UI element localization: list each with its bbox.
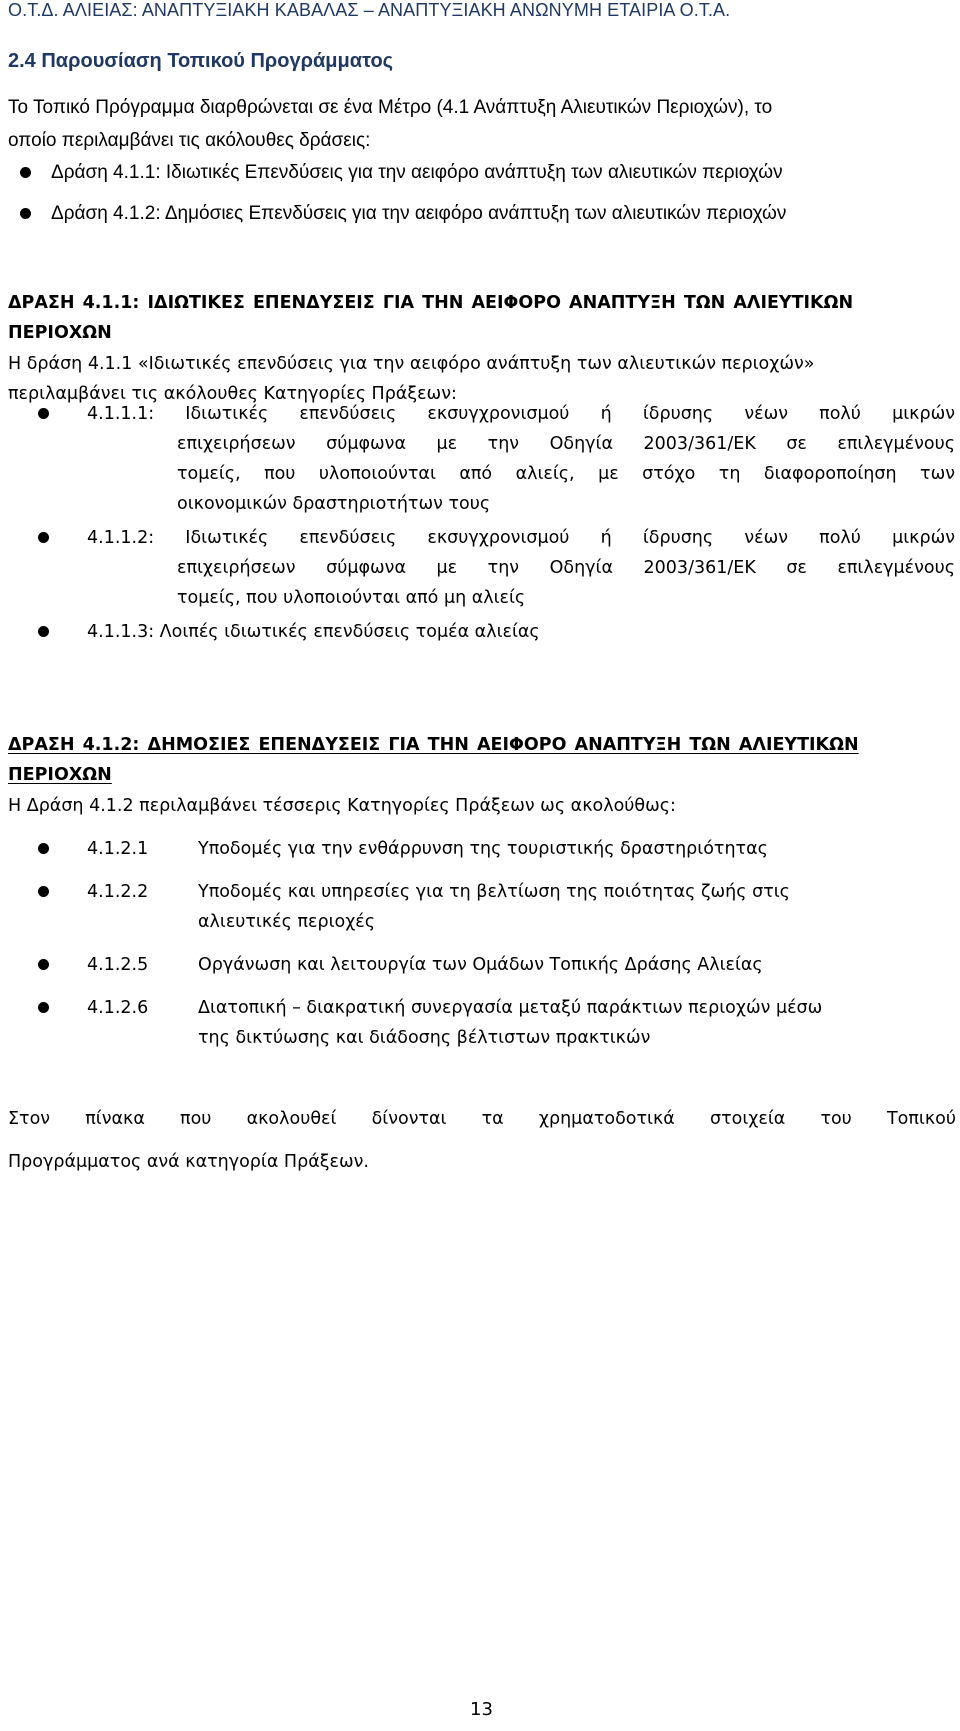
action-description: [8, 791, 956, 821]
list-item-code: 4.1.2.1: [87, 839, 149, 859]
list-item-text: Δράση 4.1.1: Ιδιωτικές Επενδύσεις για την αειφόρο ανάπτυξη των αλιευτικών περιοχών: [51, 162, 783, 183]
bullet-icon: [38, 1002, 49, 1013]
page-number: 13: [470, 1699, 493, 1720]
bullet-icon: [38, 532, 49, 543]
list-item-text: 4.1.1.3: Λοιπές ιδιωτικές επενδύσεις τομέα αλιείας: [87, 622, 540, 642]
list-item-text: Υποδομές για την ενθάρρυνση της τουριστικής δραστηριότητας: [198, 839, 768, 859]
action-heading: [8, 730, 956, 790]
bullet-icon: [38, 959, 49, 970]
list-item-text: Δράση 4.1.2: Δημόσιες Επενδύσεις για την αειφόρο ανάπτυξη των αλιευτικών περιοχών: [51, 203, 787, 224]
list-item-text: αλιευτικές περιοχές: [198, 912, 376, 932]
action-heading-line: ΠΕΡΙΟΧΩΝ: [8, 323, 112, 343]
bullet-icon: [20, 167, 31, 178]
list-item-text: 4.1.1.2: Ιδιωτικές επενδύσεις εκσυγχρονισμού ή ίδρυσης νέων πολύ μικρών: [87, 528, 955, 548]
description-line: περιλαμβάνει τις ακόλουθες Κατηγορίες Πράξεων:: [8, 384, 457, 404]
list-item-text: επιχειρήσεων σύμφωνα με την Οδηγία 2003/361/ΕΚ σε επιλεγμένους: [177, 434, 955, 454]
action-heading-line: ΔΡΑΣΗ 4.1.1: ΙΔΙΩΤΙΚΕΣ ΕΠΕΝΔΥΣΕΙΣ ΓΙΑ ΤΗΝ ΑΕΙΦΟΡΟ ΑΝΑΠΤΥΞΗ ΤΩΝ ΑΛΙΕΥΤΙΚΩΝ: [8, 293, 854, 313]
list-item-text: Οργάνωση και λειτουργία των Ομάδων Τοπικής Δράσης Αλιείας: [198, 955, 763, 975]
closing-paragraph: [8, 1098, 956, 1184]
intro-paragraph: [8, 91, 956, 157]
action-heading-line: ΔΡΑΣΗ 4.1.2: ΔΗΜΟΣΙΕΣ ΕΠΕΝΔΥΣΕΙΣ ΓΙΑ ΤΗΝ ΑΕΙΦΟΡΟ ΑΝΑΠΤΥΞΗ ΤΩΝ ΑΛΙΕΥΤΙΚΩΝ: [8, 735, 859, 755]
running-header: Ο.Τ.Δ. ΑΛΙΕΙΑΣ: ΑΝΑΠΤΥΞΙΑΚΗ ΚΑΒΑΛΑΣ – ΑΝΑΠΤΥΞΙΑΚΗ ΑΝΩΝΥΜΗ ΕΤΑΙΡΙΑ Ο.Τ.Α.: [8, 0, 731, 20]
section-title: 2.4 Παρουσίαση Τοπικού Προγράμματος: [8, 50, 394, 72]
bullet-icon: [38, 886, 49, 897]
intro-line: Το Τοπικό Πρόγραμμα διαρθρώνεται σε ένα Μέτρο (4.1 Ανάπτυξη Αλιευτικών Περιοχών), το: [8, 97, 773, 118]
list-item-text: επιχειρήσεων σύμφωνα με την Οδηγία 2003/361/ΕΚ σε επιλεγμένους: [177, 558, 955, 578]
description-line: Η δράση 4.1.1 «Ιδιωτικές επενδύσεις για την αειφόρο ανάπτυξη των αλιευτικών περιοχών»: [8, 354, 815, 374]
list-item-code: 4.1.2.6: [87, 998, 149, 1018]
bullet-icon: [20, 208, 31, 219]
intro-line: οποίο περιλαμβάνει τις ακόλουθες δράσεις:: [8, 130, 371, 151]
list-item-code: 4.1.2.2: [87, 882, 149, 902]
bullet-icon: [38, 843, 49, 854]
bullet-icon: [38, 626, 49, 637]
list-item-code: 4.1.2.5: [87, 955, 149, 975]
description-line: Η Δράση 4.1.2 περιλαμβάνει τέσσερις Κατηγορίες Πράξεων ως ακολούθως:: [8, 796, 676, 816]
closing-line: Στον πίνακα που ακολουθεί δίνονται τα χρηματοδοτικά στοιχεία του Τοπικού: [8, 1109, 956, 1129]
list-item-text: Διατοπική – διακρατική συνεργασία μεταξύ παράκτιων περιοχών μέσω: [198, 998, 823, 1018]
list-item-text: τομείς, που υλοποιούνται από αλιείς, με στόχο τη διαφοροποίηση των: [177, 464, 955, 484]
list-item-text: τομείς, που υλοποιούνται από μη αλιείς: [177, 588, 526, 608]
list-item-text: Υποδομές και υπηρεσίες για τη βελτίωση της ποιότητας ζωής στις: [198, 882, 790, 902]
bullet-icon: [38, 408, 49, 419]
list-item-text: της δικτύωσης και διάδοσης βέλτιστων πρακτικών: [198, 1028, 651, 1048]
action-heading-line: ΠΕΡΙΟΧΩΝ: [8, 765, 112, 785]
list-item-text: 4.1.1.1: Ιδιωτικές επενδύσεις εκσυγχρονισμού ή ίδρυσης νέων πολύ μικρών: [87, 404, 955, 424]
action-heading: [8, 288, 956, 348]
closing-line: Προγράμματος ανά κατηγορία Πράξεων.: [8, 1152, 369, 1172]
list-item-text: οικονομικών δραστηριοτήτων τους: [177, 494, 491, 514]
